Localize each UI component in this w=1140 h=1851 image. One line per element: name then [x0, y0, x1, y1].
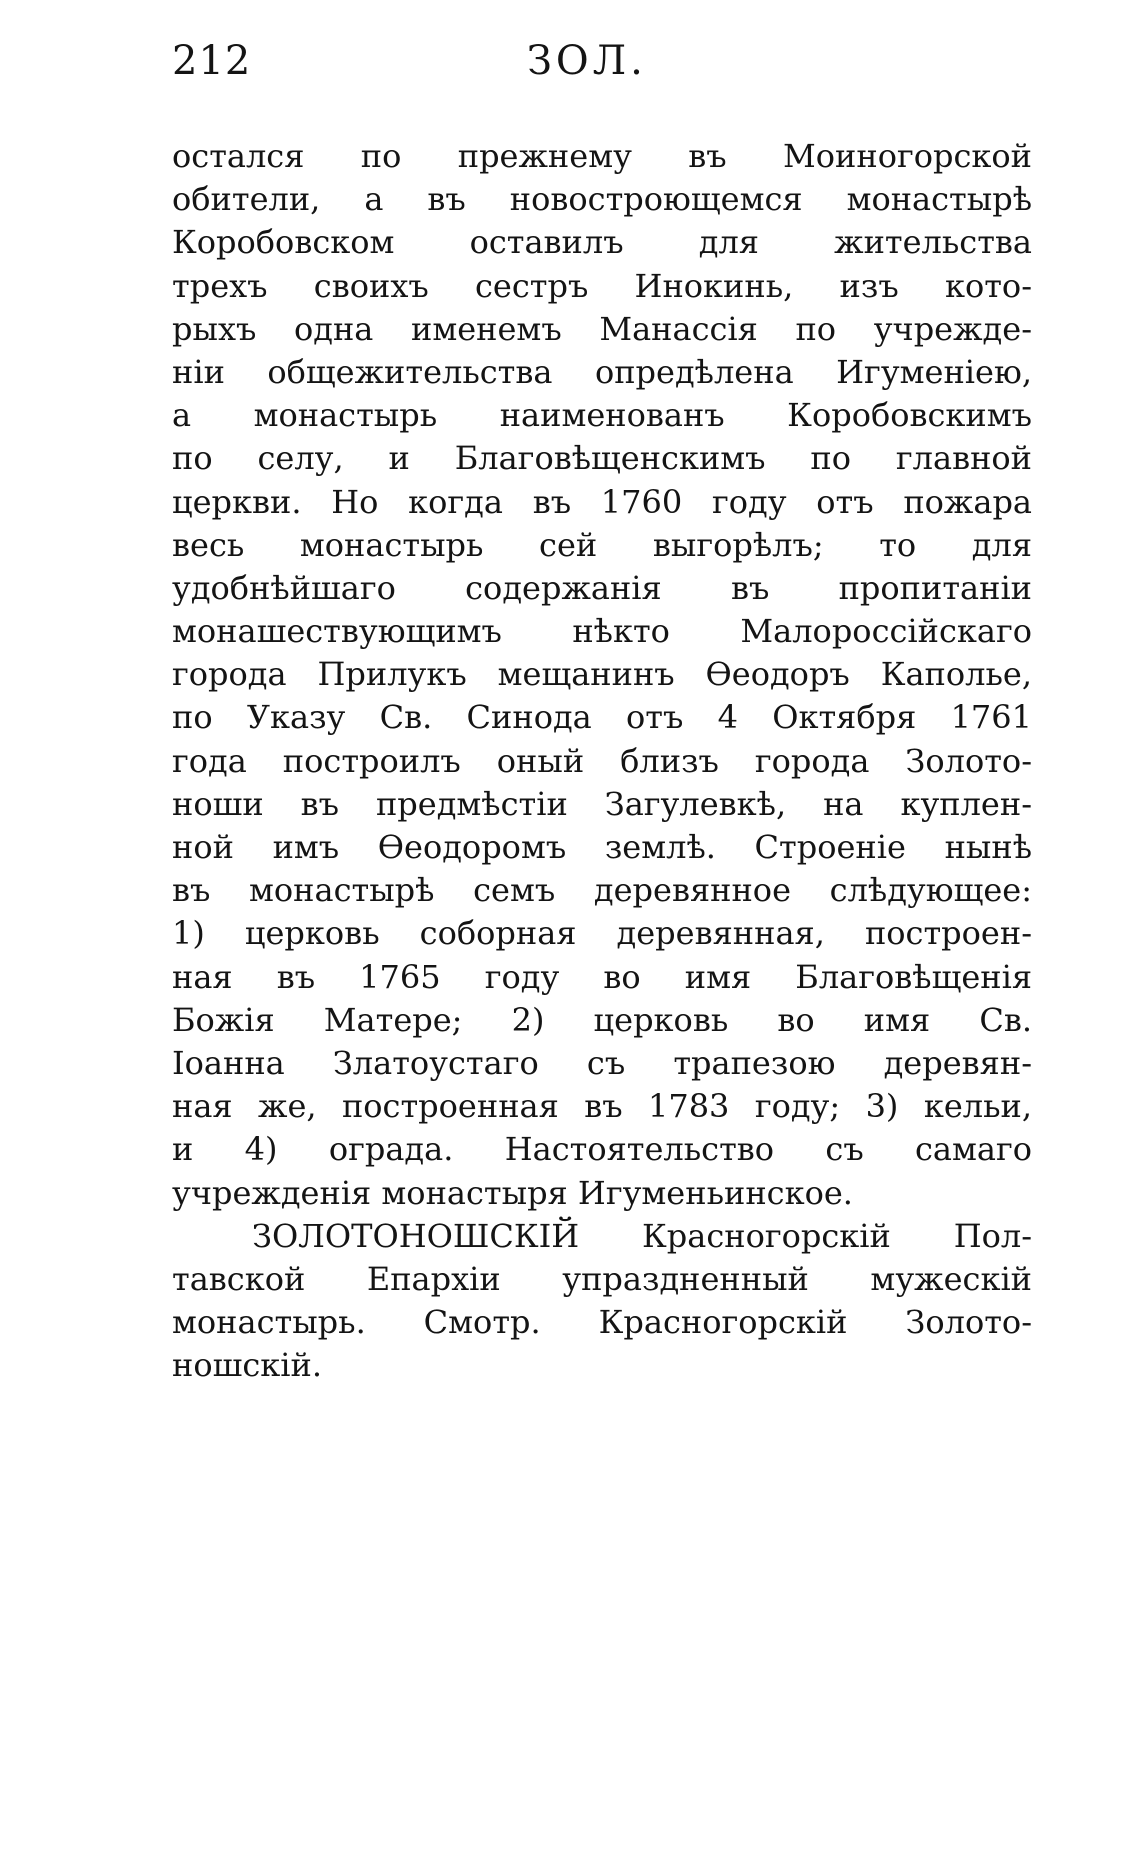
text-line: остался по прежнему въ Моиногорской: [172, 137, 1032, 175]
text-line: церкви. Но когда въ 1760 году отъ пожара: [172, 482, 1032, 521]
text-line: ная же, построенная въ 1783 году; 3) кельи,: [172, 1087, 1032, 1126]
text-line: трехъ своихъ сестръ Инокинь, изъ кото-: [172, 266, 1032, 305]
text-line: ношскій.: [172, 1346, 322, 1385]
entry-heading-line: ЗОЛОТОНОШСКІЙ Красногорскій Пол-: [252, 1216, 1032, 1255]
text-line: ноши въ предмѣстіи Загулевкѣ, на куплен-: [172, 784, 1032, 823]
text-line: города Прилукъ мещанинъ Өеодоръ Каполье,: [172, 655, 1032, 694]
text-line: года построилъ оный близъ города Золото-: [172, 741, 1032, 780]
text-line: Іоанна Златоустаго съ трапезою деревян-: [172, 1043, 1032, 1082]
text-line: ной имъ Өеодоромъ землѣ. Строеніе нынѣ: [172, 828, 1032, 866]
text-line: удобнѣйшаго содержанія въ пропитаніи: [172, 568, 1032, 607]
text-line: монашествующимъ нѣкто Малороссійскаго: [172, 612, 1032, 651]
text-line: учрежденія монастыря Игуменьинское.: [172, 1173, 853, 1212]
body-text: [172, 135, 1032, 1387]
running-head: [172, 38, 1032, 98]
text-line: обители, а въ новостроющемся монастырѣ: [172, 180, 1032, 219]
text-line: Коробовском оставилъ для жительства: [172, 223, 1032, 262]
text-line: въ монастырѣ семъ деревянное слѣдующее:: [172, 871, 1032, 910]
text-line: весь монастырь сей выгорѣлъ; то для: [172, 525, 1032, 564]
text-line: рыхъ одна именемъ Манассія по учрежде-: [172, 309, 1032, 348]
text-line: и 4) ограда. Настоятельство съ самаго: [172, 1130, 1032, 1169]
text-line: ніи общежительства опредѣлена Игуменіею,: [172, 352, 1032, 391]
text-line: по Указу Св. Синода отъ 4 Октября 1761: [172, 698, 1032, 737]
text-line: по селу, и Благовѣщенскимъ по главной: [172, 439, 1032, 478]
text-line: монастырь. Смотр. Красногорскій Золото-: [172, 1303, 1032, 1342]
text-line: ная въ 1765 году во имя Благовѣщенія: [172, 957, 1032, 996]
text-line: Божія Матере; 2) церковь во имя Св.: [172, 1000, 1032, 1039]
text-line: тавской Епархіи упраздненный мужескій: [172, 1259, 1032, 1298]
running-title: ЗОЛ.: [527, 38, 647, 84]
page-number: 212: [172, 38, 252, 84]
text-line: а монастырь наименованъ Коробовскимъ: [172, 396, 1032, 435]
text-line: 1) церковь соборная деревянная, построен-: [172, 914, 1032, 953]
